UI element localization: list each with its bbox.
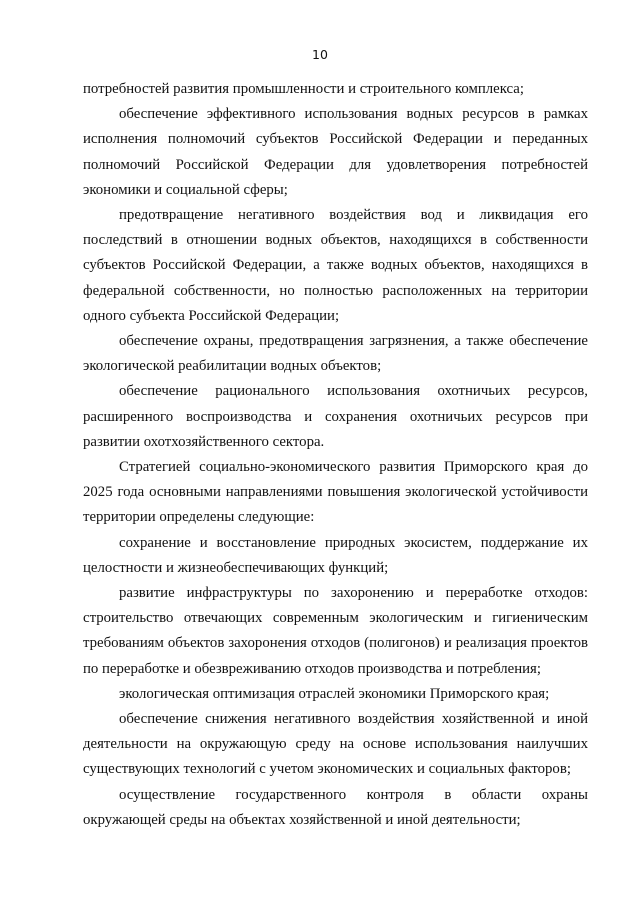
page-number: 10 [312, 47, 328, 62]
paragraph-strategy-intro: Стратегией социально-экономического развития Приморского края до 2025 года основными направлениями повышения экологической устойчивости территории определены следующие: [83, 459, 588, 526]
paragraph-waste-infrastructure: развитие инфраструктуры по захоронению и переработке отходов: строительство отвечающих современным экологическим и гигиеническим требованиям объектов захоронения отходов (полигонов) и реализация проектов по переработке и обезвреживанию отходов производства и потребления; [83, 585, 588, 677]
paragraph-state-control: осуществление государственного контроля в области охраны окружающей среды на объектах хозяйственной и иной деятельности; [83, 786, 588, 828]
paragraph-ecosystem-preservation: сохранение и восстановление природных экосистем, поддержание их целостности и жизнеобеспечивающих функций; [83, 534, 588, 576]
paragraph-water-resources-use: обеспечение эффективного использования водных ресурсов в рамках исполнения полномочий субъектов Российской Федерации и переданных полномочий Российской Федерации для удовлетворения потребностей экономики и социальной сферы; [83, 106, 588, 198]
paragraph-impact-reduction: обеспечение снижения негативного воздействия хозяйственной и иной деятельности на окружающую среду на основе использования наилучших существующих технологий с учетом экономических и социальных факторов; [83, 711, 588, 778]
paragraph-economic-optimization: экологическая оптимизация отраслей экономики Приморского края; [119, 685, 550, 702]
paragraph-hunting-resources: обеспечение рационального использования охотничьих ресурсов, расширенного воспроизводства и сохранения охотничьих ресурсов при развитии охотхозяйственного сектора. [83, 383, 588, 450]
paragraph-water-protection: обеспечение охраны, предотвращения загрязнения, а также обеспечение экологической реабилитации водных объектов; [83, 333, 588, 375]
paragraph-continued-text: потребностей развития промышленности и строительного комплекса; [83, 81, 524, 97]
paragraph-prevention-negative-impact: предотвращение негативного воздействия вод и ликвидация его последствий в отношении водных объектов, находящихся в собственности субъектов Российской Федерации, а также водных объектов, находящихся в федеральной собственности, но полностью расположенных на территории одного субъекта Российской Федерации; [83, 207, 588, 324]
document-body [83, 77, 588, 833]
